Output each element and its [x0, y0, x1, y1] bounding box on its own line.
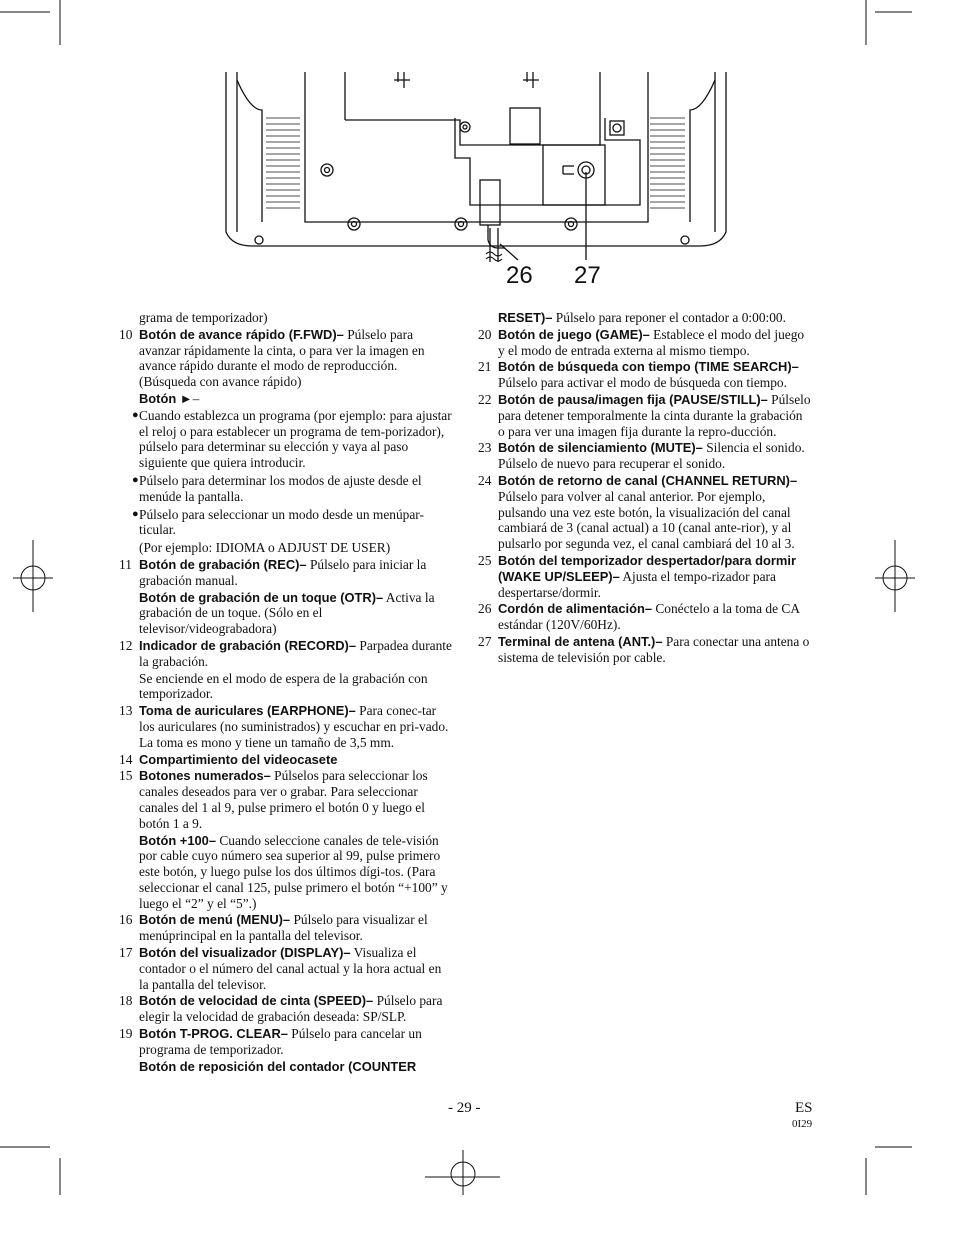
item-title: Botón de pausa/imagen fija (PAUSE/STILL)– [498, 391, 768, 407]
bullet-item [119, 507, 454, 539]
counter-reset-text: Púlselo para reponer el contador a 0:00:00. [552, 310, 786, 325]
page-number: - 29 - [448, 1100, 481, 1116]
tv-rear-panel-drawing [226, 72, 726, 262]
vent-grille-left [266, 118, 300, 208]
item-number: 20 [478, 326, 492, 342]
play-button-title: Botón ► [139, 390, 193, 406]
item-title: Indicador de grabación (RECORD)– [139, 637, 357, 653]
item-11 [119, 557, 454, 589]
item-text: Púlselo para iniciar la grabación manual. [139, 556, 427, 588]
item-23 [478, 440, 811, 472]
item-number: 19 [119, 1026, 133, 1042]
otr-button-text: Activa la grabación de un toque. (Sólo en el televisor/videograbadora) [139, 589, 435, 637]
item-text: Para conec-tar los auriculares (no suministrados) y escuchar en pri-vado. La toma es mono y tiene un tamaño de 3,5 mm. [139, 703, 449, 750]
item-16 [119, 912, 454, 944]
item-title: Botón de grabación (REC)– [139, 556, 307, 572]
item-text: Visualiza el contador o el número del canal actual y la hora actual en la pantalla del televisor. [139, 945, 442, 992]
item-18 [119, 993, 454, 1025]
item-number: 22 [478, 391, 492, 407]
example-text: (Por ejemplo: IDIOMA o ADJUST DE USER) [139, 540, 391, 556]
right-column [478, 310, 811, 667]
item-title: Terminal de antena (ANT.)– [498, 633, 663, 649]
callout-27: 27 [574, 262, 601, 289]
item-10-subtitle [119, 391, 454, 407]
bullet-item [119, 473, 454, 505]
document-code: 0I29 [792, 1118, 813, 1130]
bullet-icon: ● [132, 408, 139, 421]
item-25 [478, 553, 811, 600]
language-code: ES [795, 1100, 813, 1116]
item-title: Toma de auriculares (EARPHONE)– [139, 703, 356, 719]
item-15 [119, 768, 454, 831]
item-number: 26 [478, 601, 492, 617]
item-title: Botón de silenciamiento (MUTE)– [498, 440, 703, 456]
item-title: Botón de juego (GAME)– [498, 326, 650, 342]
item-12 [119, 638, 454, 670]
item-text: Púlselo para avanzar rápidamente la cinta, o para ver la imagen en avance rápido durante el modo de reproducción. (Búsqueda con avance rápido) [139, 326, 425, 390]
item-number: 17 [119, 945, 133, 961]
counter-reset-title: Botón de reposición del contador (COUNTER [139, 1058, 417, 1074]
item-number: 23 [478, 440, 492, 456]
item-24 [478, 473, 811, 552]
item-number: 15 [119, 768, 133, 784]
counter-reset-title-end: RESET)– [498, 310, 553, 325]
item-text: Púlselo para visualizar el menúprincipal en la pantalla del televisor. [139, 912, 428, 944]
item-title: Botón de menú (MENU)– [139, 912, 291, 928]
item-number: 18 [119, 993, 133, 1009]
item-19 [119, 1026, 454, 1058]
item-12-extra: Se enciende en el modo de espera de la grabación con temporizador. [139, 670, 428, 702]
item-text: Púlselo para elegir la velocidad de grabación deseada: SP/SLP. [139, 993, 443, 1025]
item-27 [478, 634, 811, 666]
bullet-text: Púlselo para seleccionar un modo desde un menúpar-ticular. [139, 506, 424, 538]
item-text: Púlselo para volver al canal anterior. Por ejemplo, pulsando una vez este botón, la visualización del canal cambiará de 3 (canal actual) a 10 (canal ante-rior), y al pulsarlo por segunda vez, el canal cambiará del 10 al 3. [498, 488, 795, 552]
vent-grille-right [650, 118, 685, 208]
bullet-item [119, 408, 454, 471]
item-17 [119, 945, 454, 992]
item-22 [478, 392, 811, 439]
item-19-sub [119, 1059, 454, 1075]
item-number: 25 [478, 552, 492, 568]
item-text: Silencia el sonido. Púlselo de nuevo para recuperar el sonido. [498, 440, 805, 472]
item-11-sub [119, 590, 454, 637]
item-text: Púlselo para detener temporalmente la cinta durante la grabación o para ver una imagen fija durante la repro-ducción. [498, 391, 811, 439]
item-text: Púlselo para cancelar un programa de temporizador. [139, 1026, 422, 1057]
item-title: Botón de avance rápido (F.FWD)– [139, 326, 344, 342]
left-column [119, 310, 454, 1075]
item-20 [478, 327, 811, 359]
bullet-text: Cuando establezca un programa (por ejemplo: para ajustar el reloj o para establecer un programa de tem-porizador), púlselo para determinar su elección y vaya al paso siguiente que quiera introducir. [139, 407, 452, 471]
play-button-dash: – [192, 390, 200, 406]
continued-text: grama de temporizador) [139, 310, 268, 325]
item-14 [119, 752, 454, 768]
item-number: 11 [119, 556, 132, 572]
item-text: Establece el modo del juego y el modo de entrada externa al mismo tiempo. [498, 326, 805, 358]
item-number: 21 [478, 359, 492, 375]
item-title: Compartimiento del videocasete [139, 751, 338, 767]
counter-reset-continued [478, 310, 811, 326]
item-title: Botones numerados– [139, 768, 271, 784]
item-10 [119, 327, 454, 390]
item-text: Para conectar una antena o sistema de televisión por cable. [498, 633, 810, 665]
item-number: 27 [478, 633, 492, 649]
item-number: 13 [119, 703, 133, 719]
item-26 [478, 601, 811, 633]
item-number: 10 [119, 326, 133, 342]
item-title: Botón T-PROG. CLEAR– [139, 1026, 288, 1042]
item-number: 14 [119, 751, 133, 767]
bullet-icon: ● [132, 473, 139, 486]
item-number: 24 [478, 472, 492, 488]
item-21 [478, 359, 811, 391]
bullet-text: Púlselo para determinar los modos de ajuste desde el menúde la pantalla. [139, 472, 422, 504]
item-title: Botón de velocidad de cinta (SPEED)– [139, 993, 374, 1009]
item-text: Conéctelo a la toma de CA estándar (120V/60Hz). [498, 601, 800, 633]
callout-26: 26 [506, 262, 533, 289]
otr-button-title: Botón de grabación de un toque (OTR)– [139, 589, 384, 605]
item-text: Púlselos para seleccionar los canales deseados para ver o grabar. Para seleccionar canales del 1 al 9, pulse primero el botón 0 y luego el botón 1 a 9. [139, 768, 428, 831]
item-title: Cordón de alimentación– [498, 601, 652, 617]
plus100-button-title: Botón +100– [139, 832, 217, 848]
item-15-sub [119, 833, 454, 912]
item-title: Botón del visualizador (DISPLAY)– [139, 945, 351, 961]
item-title: Botón de retorno de canal (CHANNEL RETURN)– [498, 472, 798, 488]
item-number: 12 [119, 637, 133, 653]
item-title: Botón del temporizador despertador/para dormir (WAKE UP/SLEEP)– [498, 552, 796, 584]
item-13 [119, 703, 454, 750]
item-text: Parpadea durante la grabación. [139, 637, 452, 669]
plus100-button-text: Cuando seleccione canales de tele-visión por cable cuyo número sea superior al 99, pulse primero este botón, y luego pulse los dos últimos dígi-tos. (Para seleccionar el canal 125, pulse primero el botón “+100” y luego el “2” y el “5”.) [139, 832, 448, 911]
bullet-icon: ● [132, 507, 139, 520]
item-number: 16 [119, 912, 133, 928]
item-text: Ajusta el tempo-rizador para despertarse/dormir. [498, 568, 776, 600]
item-title: Botón de búsqueda con tiempo (TIME SEARCH)– [498, 359, 799, 375]
item-text: Púlselo para activar el modo de búsqueda con tiempo. [498, 375, 787, 391]
